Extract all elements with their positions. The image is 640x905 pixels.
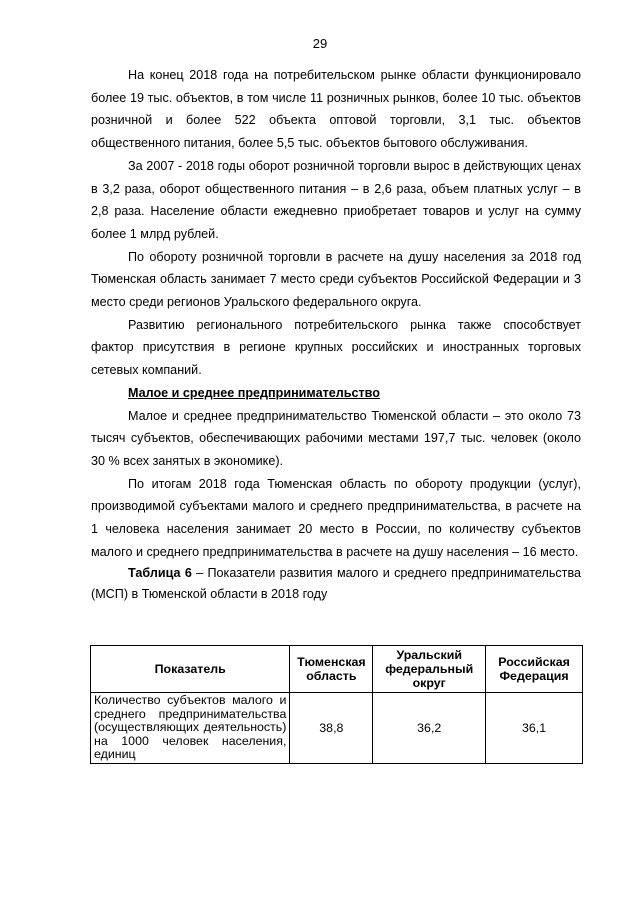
table-caption-label: Таблица 6 (128, 566, 192, 581)
cell-ural: 36,2 (373, 693, 486, 764)
section-heading: Малое и среднее предпринимательство (128, 385, 380, 400)
table-row (91, 693, 583, 764)
paragraph: За 2007 - 2018 годы оборот розничной торговли вырос в действующих ценах в 3,2 раза, оборот общественного питания – в 2,6 раза, объем платных услуг – в 2,8 раза. Население области ежедневно приобретает товаров и услуг на сумму более 1 млрд рублей. (91, 158, 581, 241)
header-indicator: Показатель (91, 646, 290, 693)
header-tyumen: Тюменская область (290, 646, 373, 693)
page-number: 29 (312, 36, 328, 51)
cell-russia: 36,1 (486, 693, 583, 764)
paragraph: На конец 2018 года на потребительском рынке области функционировало более 19 тыс. объектов, в том числе 11 розничных рынков, более 10 тыс. объектов розничной и более 522 объекта оптовой торговли, 3,1 тыс. объектов общественного питания, более 5,5 тыс. объектов бытового обслуживания. (91, 68, 581, 151)
cell-indicator: Количество субъектов малого и среднего предпринимательства (осуществляющих деятельность) на 1000 человек населения, единиц (91, 693, 290, 764)
header-russia: Российская Федерация (486, 646, 583, 693)
paragraph: По обороту розничной торговли в расчете на душу населения за 2018 год Тюменская область занимает 7 место среди субъектов Российской Федерации и 3 место среди регионов Уральского федерального округа. (91, 249, 581, 310)
paragraph: Малое и среднее предпринимательство Тюменской области – это около 73 тысяч субъектов, обеспечивающих рабочими местами 197,7 тыс. человек (около 30 % всех занятых в экономике). (91, 408, 581, 468)
paragraph: По итогам 2018 года Тюменская область по обороту продукции (услуг), производимой субъектами малого и среднего предпринимательства, в расчете на 1 человека населения занимает 20 место в России, по количеству субъектов малого и среднего предпринимательства в расчете на душу населения – 16 место. (91, 476, 581, 559)
table-header-row (91, 646, 583, 693)
page-body (91, 64, 581, 605)
msp-indicators-table (90, 645, 583, 764)
table-caption (91, 563, 581, 605)
table-caption-text: – Показатели развития малого и среднего предпринимательства (МСП) в Тюменской области в 2018 году (91, 566, 581, 602)
header-ural: Уральский федеральный округ (373, 646, 486, 693)
cell-tyumen: 38,8 (290, 693, 373, 764)
paragraph: Развитию регионального потребительского рынка также способствует фактор присутствия в регионе крупных российских и иностранных торговых сетевых компаний. (91, 317, 581, 378)
